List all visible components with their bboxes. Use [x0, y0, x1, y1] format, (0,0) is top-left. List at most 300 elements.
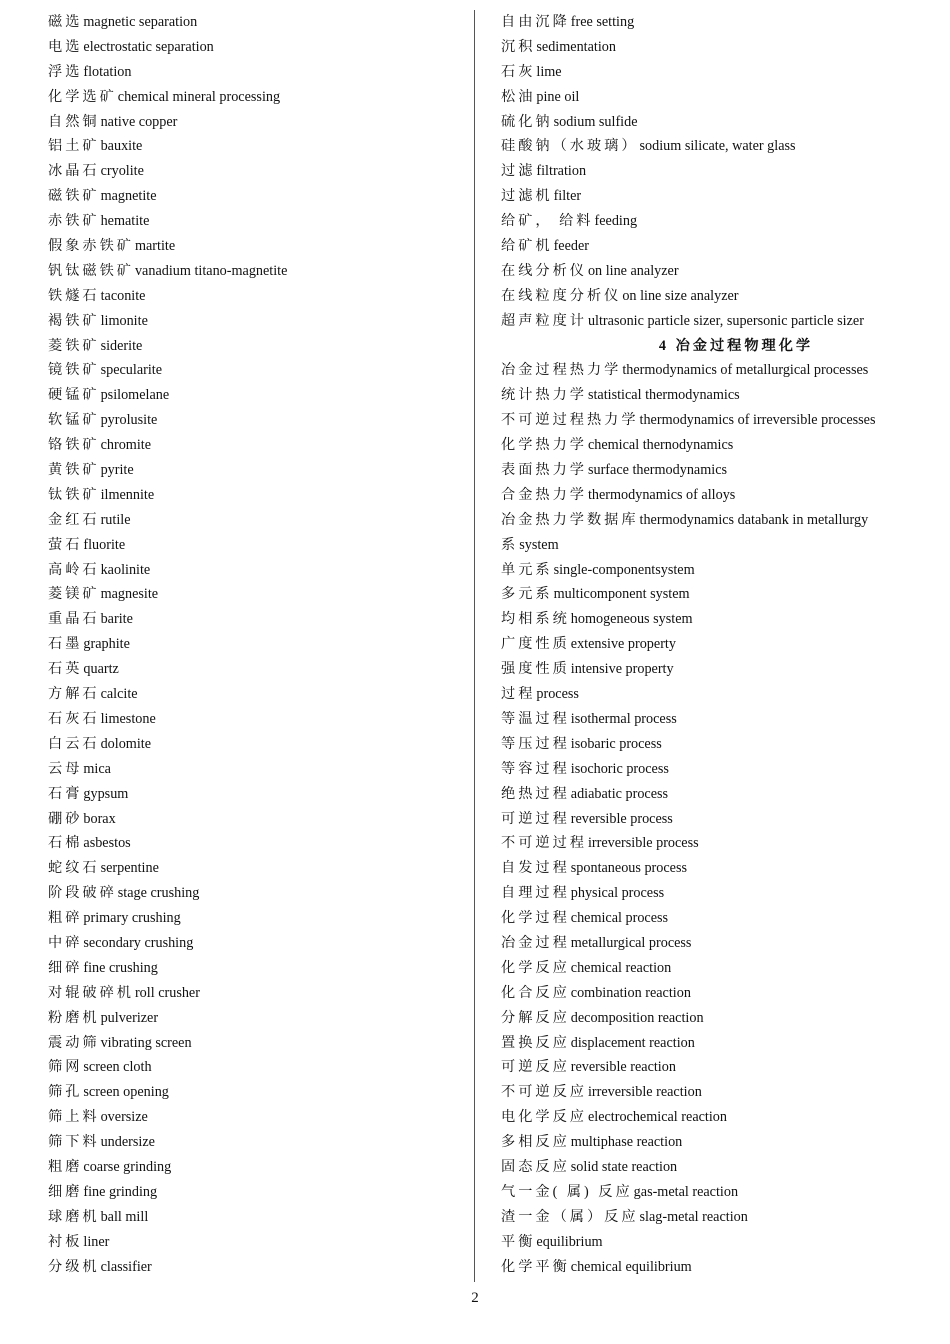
- term-english: reversible reaction: [570, 1059, 676, 1076]
- glossary-entry: [48, 209, 468, 234]
- term-chinese: 中碎: [48, 934, 83, 951]
- term-chinese: 平衡: [501, 1233, 536, 1250]
- glossary-entry: [48, 906, 468, 931]
- glossary-entry: [501, 483, 941, 508]
- glossary-entry: [48, 35, 468, 60]
- glossary-entry: [501, 60, 941, 85]
- term-chinese: 在线分析仪: [501, 262, 587, 279]
- glossary-entry: [501, 1105, 941, 1130]
- term-chinese: 给矿机: [501, 238, 553, 255]
- term-english: isothermal process: [570, 710, 677, 727]
- term-chinese: 球磨机: [48, 1208, 100, 1225]
- glossary-entry: [48, 483, 468, 508]
- glossary-entry: [501, 582, 941, 607]
- glossary-entry: [501, 458, 941, 483]
- term-chinese: 蛇纹石: [48, 860, 100, 877]
- glossary-entry: [501, 1205, 941, 1230]
- term-chinese: 广度性质: [501, 636, 570, 653]
- glossary-entry: [501, 757, 941, 782]
- term-english: undersize: [100, 1134, 155, 1151]
- glossary-entry: [501, 1180, 941, 1205]
- term-english: martite: [134, 238, 176, 255]
- glossary-entry: [501, 881, 941, 906]
- term-chinese: 渣一金（属）反应: [501, 1208, 639, 1225]
- term-chinese: 石墨: [48, 636, 83, 653]
- glossary-entry: [501, 1255, 941, 1280]
- glossary-entry: [48, 1080, 468, 1105]
- term-chinese: 固态反应: [501, 1158, 570, 1175]
- term-chinese: 电选: [48, 38, 83, 55]
- glossary-entry: [48, 1130, 468, 1155]
- term-english: classifier: [100, 1258, 152, 1275]
- term-english: pyrite: [100, 462, 134, 479]
- term-chinese: 绝热过程: [501, 785, 570, 802]
- term-english: oversize: [100, 1109, 148, 1126]
- term-english: kaolinite: [100, 561, 151, 578]
- glossary-entry: [48, 1205, 468, 1230]
- term-chinese: 硫化钠: [501, 113, 553, 130]
- term-english: graphite: [83, 636, 130, 653]
- term-english: calcite: [100, 686, 138, 703]
- term-chinese: 细碎: [48, 959, 83, 976]
- term-english: flotation: [83, 63, 132, 80]
- term-english: vanadium titano-magnetite: [134, 262, 288, 279]
- term-chinese: 均相系统: [501, 611, 570, 628]
- term-chinese: 石棉: [48, 835, 83, 852]
- term-chinese: 硬锰矿: [48, 387, 100, 404]
- glossary-entry: [48, 458, 468, 483]
- term-english: sodium silicate, water glass: [639, 138, 796, 155]
- term-english: feeding: [594, 213, 638, 230]
- term-chinese: 菱镁矿: [48, 586, 100, 603]
- term-english: single-componentsystem: [553, 561, 695, 578]
- term-chinese: 铝土矿: [48, 138, 100, 155]
- term-english: chemical mineral processing: [117, 88, 281, 105]
- term-chinese: 金红石: [48, 511, 100, 528]
- glossary-entry: [501, 906, 941, 931]
- term-english: serpentine: [100, 860, 159, 877]
- term-chinese: 阶段破碎: [48, 885, 117, 902]
- term-chinese: 统计热力学: [501, 387, 587, 404]
- glossary-entry: [501, 981, 941, 1006]
- glossary-entry: [48, 732, 468, 757]
- term-chinese: 硼砂: [48, 810, 83, 827]
- glossary-entry: [501, 209, 941, 234]
- term-chinese: 方解石: [48, 686, 100, 703]
- term-chinese: 硅酸钠（水玻璃）: [501, 138, 639, 155]
- term-english: pulverizer: [100, 1009, 159, 1026]
- glossary-entry: [48, 807, 468, 832]
- term-english: sedimentation: [536, 38, 616, 55]
- glossary-entry: [501, 234, 941, 259]
- glossary-entry: [48, 1155, 468, 1180]
- glossary-entry: [501, 358, 941, 383]
- glossary-entry: [48, 956, 468, 981]
- term-english: hematite: [100, 213, 150, 230]
- glossary-entry: [48, 508, 468, 533]
- term-english: fluorite: [83, 536, 126, 553]
- term-chinese: 粗磨: [48, 1158, 83, 1175]
- column-divider: [474, 10, 475, 1282]
- glossary-entry: [48, 1180, 468, 1205]
- glossary-entry: [501, 1031, 941, 1056]
- term-english: secondary crushing: [83, 934, 194, 951]
- term-chinese: 单元系: [501, 561, 553, 578]
- glossary-entry: [48, 558, 468, 583]
- term-english: physical process: [570, 885, 665, 902]
- term-chinese: 粉磨机: [48, 1009, 100, 1026]
- term-english: psilomelane: [100, 387, 170, 404]
- glossary-entry: [48, 1230, 468, 1255]
- term-chinese: 松油: [501, 88, 536, 105]
- glossary-entry: [48, 1105, 468, 1130]
- glossary-entry: [501, 309, 941, 334]
- glossary-entry: [501, 259, 941, 284]
- term-chinese: 化学平衡: [501, 1258, 570, 1275]
- term-english: native copper: [100, 113, 178, 130]
- term-chinese: 冰晶石: [48, 163, 100, 180]
- term-english: taconite: [100, 287, 146, 304]
- term-english: process: [536, 686, 579, 703]
- glossary-entry: [48, 259, 468, 284]
- term-chinese: 过滤机: [501, 188, 553, 205]
- glossary-entry: [48, 184, 468, 209]
- term-chinese: 等温过程: [501, 710, 570, 727]
- term-chinese: 化学选矿: [48, 88, 117, 105]
- term-english: feeder: [553, 238, 590, 255]
- term-english: siderite: [100, 337, 143, 354]
- term-english: borax: [83, 810, 116, 827]
- glossary-entry: [501, 956, 941, 981]
- term-english: specularite: [100, 362, 163, 379]
- term-chinese: 菱铁矿: [48, 337, 100, 354]
- term-english: quartz: [83, 661, 119, 678]
- term-chinese: 铁燧石: [48, 287, 100, 304]
- term-english: isochoric process: [570, 760, 669, 777]
- glossary-entry: [48, 632, 468, 657]
- glossary-entry: [48, 433, 468, 458]
- term-chinese: 粗碎: [48, 910, 83, 927]
- term-chinese: 在线粒度分析仪: [501, 287, 622, 304]
- term-chinese: 石膏: [48, 785, 83, 802]
- term-english: chemical equilibrium: [570, 1258, 692, 1275]
- term-english: asbestos: [83, 835, 131, 852]
- term-chinese: 超声粒度计: [501, 312, 587, 329]
- term-chinese: 假象赤铁矿: [48, 238, 134, 255]
- term-english: primary crushing: [83, 910, 181, 927]
- term-chinese: 赤铁矿: [48, 213, 100, 230]
- term-chinese: 磁铁矿: [48, 188, 100, 205]
- glossary-entry: [48, 757, 468, 782]
- term-english: magnesite: [100, 586, 159, 603]
- glossary-entry: [501, 856, 941, 881]
- glossary-entry: [501, 782, 941, 807]
- term-english: decomposition reaction: [570, 1009, 704, 1026]
- glossary-entry: [501, 831, 941, 856]
- term-chinese: 不可逆反应: [501, 1084, 587, 1101]
- term-english: extensive property: [570, 636, 676, 653]
- glossary-entry: [501, 1080, 941, 1105]
- term-english: chemical thernodynamics: [587, 437, 734, 454]
- glossary-entry: [48, 931, 468, 956]
- term-english: statistical thermodynamics: [587, 387, 740, 404]
- term-english: electrochemical reaction: [587, 1109, 727, 1126]
- term-chinese: 铬铁矿: [48, 437, 100, 454]
- term-english: irreversible process: [587, 835, 699, 852]
- right-column: [501, 10, 941, 1279]
- term-english: homogeneous system: [570, 611, 693, 628]
- term-english: chemical process: [570, 910, 669, 927]
- term-english: spontaneous process: [570, 860, 688, 877]
- term-chinese: 磁选: [48, 14, 83, 30]
- term-chinese: 镜铁矿: [48, 362, 100, 379]
- glossary-entry: [501, 1006, 941, 1031]
- glossary-entry: [48, 1031, 468, 1056]
- glossary-entry: [48, 533, 468, 558]
- term-chinese: 钒钛磁铁矿: [48, 262, 134, 279]
- glossary-entry: [501, 1155, 941, 1180]
- term-english: multicomponent system: [553, 586, 690, 603]
- term-english: equilibrium: [536, 1233, 603, 1250]
- glossary-entry: [48, 1055, 468, 1080]
- glossary-entry: [501, 35, 941, 60]
- glossary-entry: [48, 234, 468, 259]
- term-chinese: 等压过程: [501, 735, 570, 752]
- term-chinese: 筛下料: [48, 1134, 100, 1151]
- term-english: adiabatic process: [570, 785, 669, 802]
- glossary-entry: [48, 10, 468, 35]
- glossary-entry: [48, 159, 468, 184]
- glossary-entry: [501, 931, 941, 956]
- term-chinese: 系: [501, 536, 519, 553]
- term-chinese: 冶金过程: [501, 934, 570, 951]
- glossary-entry: [501, 1230, 941, 1255]
- term-english: filtration: [536, 163, 587, 180]
- term-chinese: 化学热力学: [501, 437, 587, 454]
- term-english: barite: [100, 611, 133, 628]
- glossary-entry: [48, 60, 468, 85]
- glossary-entry: [48, 607, 468, 632]
- term-chinese: 不可逆过程热力学: [501, 412, 639, 429]
- glossary-entry: [48, 707, 468, 732]
- term-english: metallurgical process: [570, 934, 692, 951]
- term-english: multiphase reaction: [570, 1134, 683, 1151]
- term-chinese: 萤石: [48, 536, 83, 553]
- glossary-entry: [501, 682, 941, 707]
- glossary-entry: [501, 110, 941, 135]
- term-chinese: 自然铜: [48, 113, 100, 130]
- glossary-entry: [501, 433, 941, 458]
- term-english: intensive property: [570, 661, 674, 678]
- term-english: roll crusher: [134, 984, 200, 1001]
- glossary-entry: [48, 1255, 468, 1280]
- term-english: gas-metal reaction: [633, 1183, 739, 1200]
- term-chinese: 可逆反应: [501, 1059, 570, 1076]
- term-english: ball mill: [100, 1208, 149, 1225]
- term-english: cryolite: [100, 163, 144, 180]
- glossary-entry: [501, 732, 941, 757]
- term-english: solid state reaction: [570, 1158, 678, 1175]
- term-chinese: 多元系: [501, 586, 553, 603]
- glossary-entry: [501, 632, 941, 657]
- glossary-entry: [48, 408, 468, 433]
- glossary-entry: [48, 856, 468, 881]
- term-chinese: 云母: [48, 760, 83, 777]
- glossary-entry: [501, 707, 941, 732]
- term-english: chemical reaction: [570, 959, 672, 976]
- term-chinese: 过滤: [501, 163, 536, 180]
- term-chinese: 浮选: [48, 63, 83, 80]
- term-chinese: 可逆过程: [501, 810, 570, 827]
- term-chinese: 化学过程: [501, 910, 570, 927]
- glossary-entry: [501, 184, 941, 209]
- term-english: on line size analyzer: [622, 287, 739, 304]
- term-chinese: 置换反应: [501, 1034, 570, 1051]
- term-english: surface thermodynamics: [587, 462, 728, 479]
- term-english: pyrolusite: [100, 412, 158, 429]
- term-chinese: 软锰矿: [48, 412, 100, 429]
- term-english: vibrating screen: [100, 1034, 192, 1051]
- term-english: filter: [553, 188, 582, 205]
- term-chinese: 过程: [501, 686, 536, 703]
- glossary-entry: [501, 284, 941, 309]
- term-chinese: 强度性质: [501, 661, 570, 678]
- term-chinese: 合金热力学: [501, 486, 587, 503]
- term-chinese: 褐铁矿: [48, 312, 100, 329]
- term-chinese: 对辊破碎机: [48, 984, 134, 1001]
- term-chinese: 筛上料: [48, 1109, 100, 1126]
- term-english: screen opening: [83, 1084, 169, 1101]
- term-english: mica: [83, 760, 111, 777]
- glossary-entry: [501, 657, 941, 682]
- term-chinese: 黄铁矿: [48, 462, 100, 479]
- term-english: lime: [536, 63, 562, 80]
- term-english: screen cloth: [83, 1059, 152, 1076]
- term-english: thermodynamics databank in metallurgy: [639, 511, 869, 528]
- term-english: coarse grinding: [83, 1158, 172, 1175]
- term-chinese: 高岭石: [48, 561, 100, 578]
- glossary-entry: [48, 831, 468, 856]
- term-chinese: 不可逆过程: [501, 835, 587, 852]
- glossary-entry: [48, 284, 468, 309]
- term-english: magnetite: [100, 188, 157, 205]
- term-chinese: 钛铁矿: [48, 486, 100, 503]
- term-english: reversible process: [570, 810, 673, 827]
- term-chinese: 化合反应: [501, 984, 570, 1001]
- term-english: thermodynamics of metallurgical processes: [622, 362, 869, 379]
- term-english: bauxite: [100, 138, 143, 155]
- glossary-entry: [501, 508, 941, 533]
- glossary-entry: [48, 657, 468, 682]
- left-column: [48, 10, 468, 1279]
- glossary-entry: [501, 134, 941, 159]
- term-chinese: 等容过程: [501, 760, 570, 777]
- term-english: system: [519, 536, 559, 553]
- glossary-entry: [48, 881, 468, 906]
- term-english: irreversible reaction: [587, 1084, 702, 1101]
- glossary-entry: [48, 334, 468, 359]
- term-english: thermodynamics of alloys: [587, 486, 736, 503]
- term-english: fine crushing: [83, 959, 158, 976]
- term-english: free setting: [570, 14, 635, 30]
- glossary-entry: [48, 582, 468, 607]
- glossary-entry: [501, 807, 941, 832]
- glossary-entry: [501, 159, 941, 184]
- term-chinese: 白云石: [48, 735, 100, 752]
- term-english: limonite: [100, 312, 148, 329]
- term-english: rutile: [100, 511, 131, 528]
- term-english: thermodynamics of irreversible processes: [639, 412, 876, 429]
- term-chinese: 筛孔: [48, 1084, 83, 1101]
- glossary-entry: [48, 134, 468, 159]
- term-chinese: 石灰石: [48, 710, 100, 727]
- glossary-entry: [501, 10, 941, 35]
- term-chinese: 多相反应: [501, 1134, 570, 1151]
- term-english: slag-metal reaction: [639, 1208, 748, 1225]
- glossary-entry: [501, 1130, 941, 1155]
- term-chinese: 表面热力学: [501, 462, 587, 479]
- glossary-entry: [48, 309, 468, 334]
- glossary-entry: [501, 558, 941, 583]
- term-chinese: 重晶石: [48, 611, 100, 628]
- term-english: sodium sulfide: [553, 113, 638, 130]
- term-english: fine grinding: [83, 1183, 158, 1200]
- term-english: displacement reaction: [570, 1034, 695, 1051]
- term-chinese: 衬板: [48, 1233, 83, 1250]
- term-english: dolomite: [100, 735, 152, 752]
- term-chinese: 自理过程: [501, 885, 570, 902]
- term-english: magnetic separation: [83, 14, 198, 30]
- glossary-entry: [48, 358, 468, 383]
- glossary-entry: [501, 383, 941, 408]
- term-english: on line analyzer: [587, 262, 679, 279]
- term-chinese: 化学反应: [501, 959, 570, 976]
- term-chinese: 自发过程: [501, 860, 570, 877]
- term-chinese: 自由沉降: [501, 14, 570, 30]
- glossary-entry: [48, 383, 468, 408]
- term-chinese: 冶金过程热力学: [501, 362, 622, 379]
- term-chinese: 气一金( 属) 反应: [501, 1183, 633, 1200]
- glossary-entry: [48, 682, 468, 707]
- term-chinese: 筛网: [48, 1059, 83, 1076]
- glossary-entry: [501, 85, 941, 110]
- term-chinese: 分级机: [48, 1258, 100, 1275]
- term-chinese: 震动筛: [48, 1034, 100, 1051]
- term-english: electrostatic separation: [83, 38, 214, 55]
- glossary-entry: [501, 607, 941, 632]
- glossary-entry: [48, 782, 468, 807]
- term-english: stage crushing: [117, 885, 200, 902]
- term-english: ultrasonic particle sizer, supersonic particle sizer: [587, 312, 864, 329]
- term-chinese: 给矿， 给料: [501, 213, 594, 230]
- term-chinese: 沉积: [501, 38, 536, 55]
- glossary-entry: [48, 1006, 468, 1031]
- term-chinese: 分解反应: [501, 1009, 570, 1026]
- term-english: gypsum: [83, 785, 129, 802]
- term-english: pine oil: [536, 88, 580, 105]
- term-english: chromite: [100, 437, 152, 454]
- term-chinese: 电化学反应: [501, 1109, 587, 1126]
- term-english: liner: [83, 1233, 110, 1250]
- glossary-entry: [48, 85, 468, 110]
- glossary-entry: [48, 110, 468, 135]
- glossary-entry: [501, 408, 941, 433]
- term-english: isobaric process: [570, 735, 662, 752]
- glossary-entry: [501, 1055, 941, 1080]
- section-heading: 4 冶金过程物理化学: [658, 337, 814, 354]
- term-chinese: 细磨: [48, 1183, 83, 1200]
- term-chinese: 石英: [48, 661, 83, 678]
